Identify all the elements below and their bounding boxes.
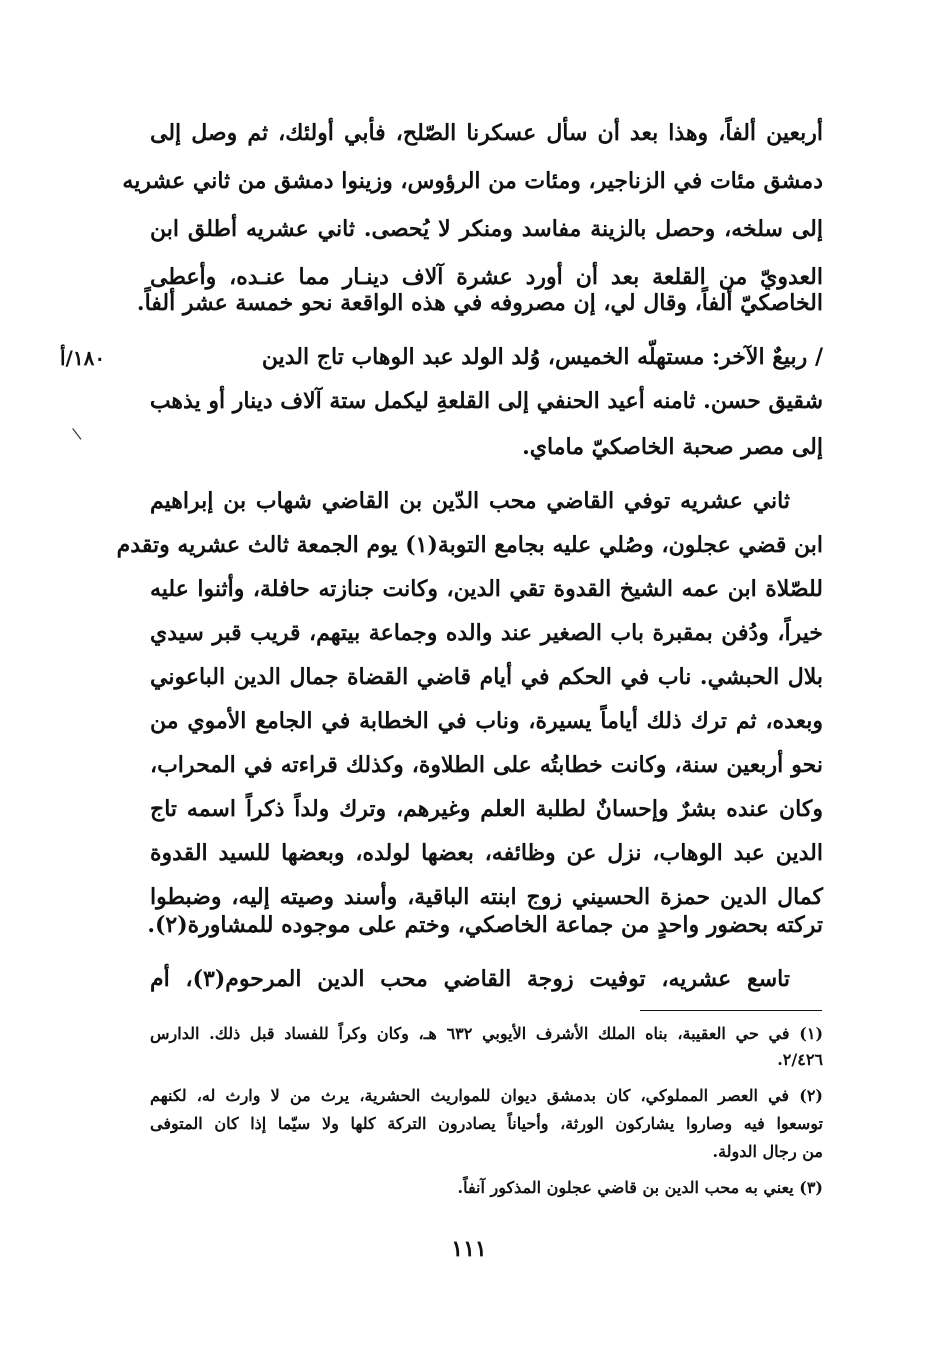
footnote-line: ٢/٤٢٦. — [777, 1050, 823, 1069]
page-number: ١١١ — [451, 1236, 487, 1262]
text-line: / ربيعٌ الآخر: مستهلّه الخميس، وُلد الولد عبد الوهاب تاج الدين — [261, 344, 823, 370]
text-line: بلال الحبشي. ناب في الحكم في أيام قاضي القضاة جمال الدين الباعوني — [150, 664, 823, 690]
text-line: ابن قضي عجلون، وصُلي عليه بجامع التوبة(١) يوم الجمعة ثالث عشريه وتقدم — [116, 532, 823, 558]
footnote-line: توسعوا فيه وصاروا يشاركون الورثة، وأحياناً يصادرون التركة كلها ولا سيّما إذا كان المتوفى — [150, 1114, 823, 1133]
text-line: الدين عبد الوهاب، نزل عن وظائفه، بعضها لولده، وبعضها للسيد القدوة — [150, 840, 823, 866]
text-line: وكان عنده بشرٌ وإحسانٌ لطلبة العلم وغيرهم، وترك ولداً ذكراً اسمه تاج — [150, 796, 823, 822]
text-line: خيراً، ودُفن بمقبرة باب الصغير عند والده وجماعة بيتهم، قريب قبر سيدي — [150, 620, 823, 646]
text-line: وبعده، ثم ترك ذلك أياماً يسيرة، وناب في الخطابة في الجامع الأموي من — [150, 708, 823, 734]
footnote-line: (٣) يعني به محب الدين بن قاضي عجلون المذكور آنفاً. — [457, 1178, 823, 1197]
footnote-line: من رجال الدولة. — [712, 1142, 823, 1161]
text-line: أربعين ألفاً، وهذا بعد أن سأل عسكرنا الصّلح، فأبي أولئك، ثم وصل إلى — [150, 120, 823, 146]
text-line: العدويّ من القلعة بعد أن أورد عشرة آلاف دينـار مما عنـده، وأعطى — [150, 264, 823, 290]
text-line: نحو أربعين سنة، وكانت خطابتُه على الطلاوة، وكذلك قراءته في المحراب، — [150, 752, 823, 778]
text-line: للصّلاة ابن عمه الشيخ القدوة تقي الدين، وكانت جنازته حافلة، وأثنوا عليه — [150, 576, 824, 602]
footnote-line: (٢) في العصر المملوكي، كان بدمشق ديوان للمواريث الحشرية، يرث من لا وارث له، لكنهم — [150, 1086, 823, 1105]
text-line: تركته بحضور واحدٍ من جماعة الخاصكي، وختم على موجوده للمشاورة(٢). — [147, 912, 823, 938]
manuscript-folio-note: ١٨٠/أ — [60, 346, 106, 370]
text-line: ثاني عشريه توفي القاضي محب الدّين بن القاضي شهاب بن إبراهيم — [150, 488, 790, 514]
text-line: شقيق حسن. ثامنه أعيد الحنفي إلى القلعةِ ليكمل ستة آلاف دينار أو يذهب — [149, 388, 823, 414]
text-line: إلى مصر صحبة الخاصكيّ ماماي. — [522, 434, 823, 460]
text-line: كمال الدين حمزة الحسيني زوج ابنته الباقية، وأسند وصيته إليه، وضبطوا — [150, 884, 823, 910]
footnote-separator — [640, 1010, 822, 1011]
text-line: تاسع عشريه، توفيت زوجة القاضي محب الدين المرحوم(٣)، أم — [150, 966, 790, 992]
footnote-line: (١) في حي العقيبة، بناه الملك الأشرف الأيوبي ٦٣٢ هـ، وكان وكراً للفساد قبل ذلك. الدارس — [150, 1024, 824, 1043]
text-line: إلى سلخه، وحصل بالزينة مفاسد ومنكر لا يُحصى. ثاني عشريه أطلق ابن — [150, 216, 823, 242]
text-line: دمشق مئات في الزناجير، ومئات من الرؤوس، وزينوا دمشق من ثاني عشريه — [122, 168, 823, 194]
margin-tick-mark: \ — [70, 423, 83, 444]
text-line: الخاصكيّ ألفاً، وقال لي، إن مصروفه في هذه الواقعة نحو خمسة عشر ألفاً. — [136, 290, 823, 316]
